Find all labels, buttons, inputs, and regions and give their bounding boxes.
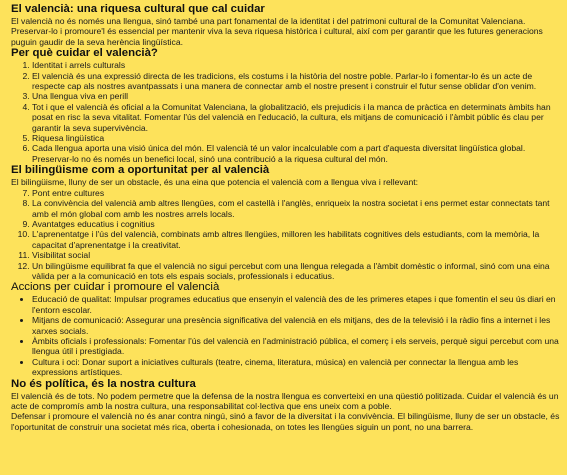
list-item: 1. Identitat i arrels culturals bbox=[32, 60, 560, 70]
list-item: 2. El valencià és una expressió directa de les tradicions, els costums i la història del nostre poble. Parlar-lo i fomentar-lo és un acte de respecte cap als nostres avantpassats i una manera de connectar amb el nostre present i construir el futur sense oblidar d'on venim. bbox=[32, 71, 560, 92]
list-item: 6. Cada llengua aporta una visió única del món. El valencià té un valor incalculable com a part d'aquesta diversitat lingüística global. Preservar-lo no és només un benefici local, sinó una contribució a la riquesa cultural del món. bbox=[32, 143, 560, 164]
intro-paragraph: El valencià no és només una llengua, sinó també una part fonamental de la identitat i del patrimoni cultural de la Comunitat Valenciana. Preservar-lo i promoure'l és essencial per mantenir viva la seva riquesa històrica i cultural, així com per garantir que les futures generacions puguin gaudir de la seva herència lingüística. bbox=[11, 16, 543, 47]
heading-not-politics: No és política, és la nostra cultura bbox=[11, 377, 196, 390]
list-item: 12. Un bilingüisme equilibrat fa que el valencià no sigui percebut com una llengua relegada a l'àmbit domèstic o informal, sinó com una eina vàlida per a la comunicació en tots els espais socials, professionals i educatius. bbox=[32, 261, 560, 282]
list-item: • Educació de qualitat: Impulsar programes educatius que ensenyin el valencià des de les primeres etapes i que fomentin el seu ús diari en l'entorn escolar. bbox=[32, 294, 560, 315]
list-item: 3. Una llengua viva en perill bbox=[32, 91, 560, 101]
not-politics-paragraph-1: El valencià és de tots. No podem permetre que la defensa de la nostra llengua es converteixi en una qüestió politizada. Cuidar el valencià és un acte de compromís amb la nostra cultura, una responsabilitat col·lectiva que ens uneix com a poble. bbox=[11, 390, 559, 411]
bilingualism-intro: El bilingüisme, lluny de ser un obstacle, és una eina que potencia el valencià com a llengua viva i rellevant: bbox=[11, 177, 419, 188]
list-item: • Cultura i oci: Donar suport a iniciatives culturals (teatre, cinema, literatura, música) en valencià per connectar la llengua amb les expressions artístiques. bbox=[32, 357, 560, 378]
list-item: • Àmbits oficials i professionals: Fomentar l'ús del valencià en l'administració pública, el comerç i els serveis, perquè sigui percebut com una llengua útil i prestigiada. bbox=[32, 336, 560, 357]
list-item: 8. La convivència del valencià amb altres llengües, com el castellà i l'anglès, enriqueix la nostra societat i ens permet estar connectats tant amb el món global com amb les nostres arrels locals. bbox=[32, 198, 560, 219]
why-care-list bbox=[11, 60, 560, 164]
not-politics-paragraph-2: Defensar i promoure el valencià no és anar contra ningú, sinó a favor de la diversitat i la convivència. El bilingüisme, lluny de ser un obstacle, és l'oportunitat de construir una societat més rica, oberta i cohesionada, on totes les llengües siguin un pont, no una barrera. bbox=[11, 411, 560, 432]
list-item: 5. Riquesa lingüística bbox=[32, 133, 560, 143]
heading-why-care: Per què cuidar el valencià? bbox=[11, 47, 158, 60]
heading-intro: El valencià: una riquesa cultural que cal cuidar bbox=[11, 3, 265, 15]
list-item: 9. Avantatges educatius i cognitius bbox=[32, 219, 560, 229]
list-item: 7. Pont entre cultures bbox=[32, 188, 560, 198]
list-item: 4. Tot i que el valencià és oficial a la Comunitat Valenciana, la globalització, els prejudicis i la manca de pràctica en determinats àmbits han posat en risc la seva vitalitat. Fomentar l'ús del valencià en l'educació, la cultura, els mitjans de comunicació i l'àmbit públic és clau per garantir la seva supervivència. bbox=[32, 102, 560, 133]
actions-list bbox=[11, 294, 560, 377]
list-item: • Mitjans de comunicació: Assegurar una presència significativa del valencià en els mitjans, des de la televisió i la ràdio fins a internet i les xarxes socials. bbox=[32, 315, 560, 336]
list-item: 10. L'aprenentatge i l'ús del valencià, combinats amb altres llengües, milloren les habilitats cognitives dels estudiants, com la memòria, la capacitat d'aprenentatge i la creativitat. bbox=[32, 229, 560, 250]
heading-bilingualism: El bilingüisme com a oportunitat per al valencià bbox=[11, 164, 270, 177]
heading-actions: Accions per cuidar i promoure el valencià bbox=[11, 281, 220, 294]
list-item: 11. Visibilitat social bbox=[32, 250, 560, 260]
bilingualism-list bbox=[11, 188, 560, 282]
